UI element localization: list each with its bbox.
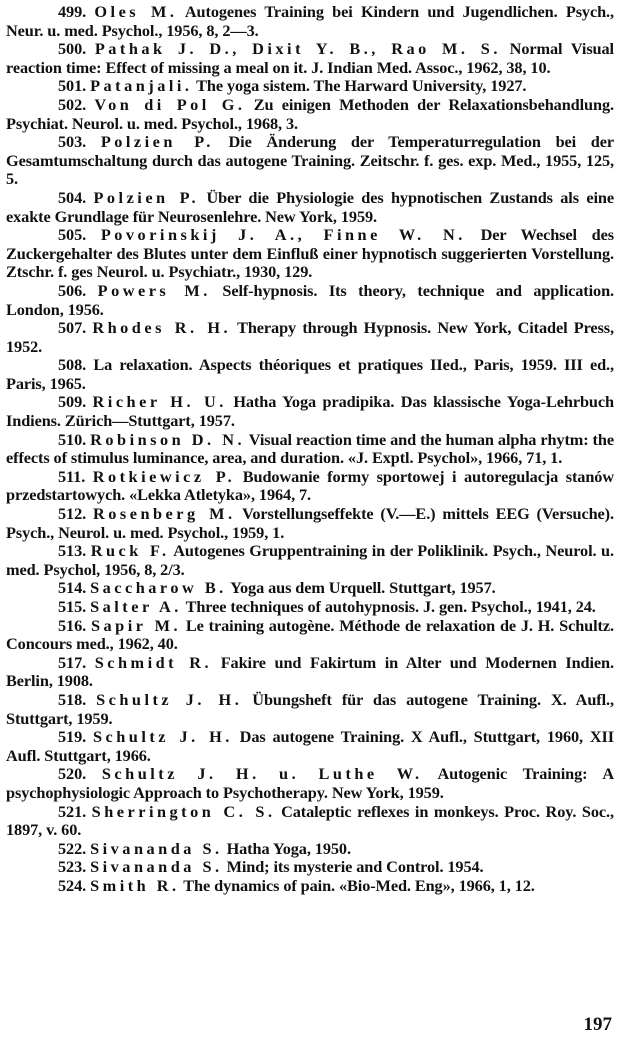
entry-number: 505. — [58, 225, 101, 245]
entry-author: Polzien P. — [100, 132, 214, 152]
entry-author: Rhodes R. H. — [92, 318, 232, 338]
bibliography-entry — [6, 765, 614, 802]
entry-text: Über die Physiologie des hypnotischen Zustands als eine exakte Grundlage für Neurosenlehre. New York, 1959. — [6, 187, 614, 226]
entry-number: 523. — [58, 857, 91, 877]
entry-text: Zu einigen Methoden der Relaxationsbehandlung. Psychiat. Neurol. u. med. Psychol., 1968, 3. — [6, 94, 614, 133]
entry-number: 500. — [58, 39, 95, 59]
entry-author: Schultz J. H. u. Luthe W. — [101, 764, 423, 784]
bibliography-entry — [6, 654, 614, 691]
entry-text: Mind; its mysterie and Control. 1954. — [226, 857, 484, 877]
bibliography-entry — [6, 840, 614, 859]
bibliography-entry — [6, 189, 614, 226]
bibliography-entry — [6, 505, 614, 542]
entry-text: Vorstellungseffekte (V.—E.) mittels EEG (Versuche). Psych., Neurol. u. med. Psychol., 1959, 1. — [6, 504, 614, 542]
entry-number: 513. — [58, 541, 91, 561]
entry-text: The dynamics of pain. «Bio-Med. Eng», 1966, 1, 12. — [183, 875, 535, 895]
entry-number: 508. — [58, 355, 94, 375]
bibliography-entry — [6, 393, 614, 430]
entry-text: Übungsheft für das autogene Training. X. Aufl., Stuttgart, 1959. — [6, 689, 614, 728]
entry-text: Cataleptic reflexes in monkeys. Proc. Roy. Soc., 1897, v. 60. — [6, 801, 614, 840]
bibliography-entry — [6, 356, 614, 393]
entry-author: Sherrington C. S. — [91, 801, 276, 821]
entry-author: Salter A. — [90, 597, 182, 616]
bibliography-entry — [6, 598, 614, 617]
entry-text: Le training autogène. Méthode de relaxation de J. H. Schultz. Concours med., 1962, 40. — [6, 615, 614, 654]
bibliography-entry — [6, 40, 614, 77]
entry-author: Robinson D. N. — [90, 429, 246, 449]
entry-author: Rosenberg M. — [92, 504, 236, 524]
entry-text: Yoga aus dem Urquell. Stuttgart, 1957. — [230, 578, 496, 598]
entry-number: 503. — [58, 132, 101, 152]
entry-author: Oles M. — [94, 2, 178, 21]
entry-number: 510. — [58, 429, 91, 449]
bibliography-entry — [6, 431, 614, 468]
entry-number: 507. — [58, 318, 93, 338]
entry-number: 518. — [58, 689, 97, 709]
entry-text: Self-hypnosis. Its theory, technique and application. London, 1956. — [6, 280, 614, 319]
bibliography-entry — [6, 877, 614, 896]
bibliography-entry — [6, 691, 614, 728]
bibliography-entry — [6, 803, 614, 840]
entry-number: 509. — [58, 392, 93, 412]
entry-text: Hatha Yoga, 1950. — [226, 838, 351, 858]
entry-number: 524. — [58, 875, 91, 895]
entry-text: Fakire und Fakirtum in Alter und Modernen Indien. Berlin, 1908. — [6, 652, 614, 691]
entry-number: 515. — [58, 597, 91, 616]
entry-author: Powers M. — [97, 280, 211, 300]
entry-author: Polzien P. — [93, 187, 200, 207]
entry-author: Rotkiewicz P. — [92, 466, 236, 486]
entry-number: 516. — [58, 615, 91, 635]
entry-text: Three techniques of autohypnosis. J. gen. Psychol., 1941, 24. — [185, 597, 596, 616]
entry-text: Budowanie formy sportowej i autoregulacja stanów przedstartowych. «Lekka Atletyka», 1964, 7. — [6, 466, 614, 505]
entry-author: Richer H. U. — [92, 392, 227, 412]
entry-author: Sivananda S. — [90, 857, 223, 877]
bibliography-entry — [6, 226, 614, 282]
entry-number: 501. — [58, 76, 91, 96]
entry-number: 502. — [58, 94, 95, 114]
bibliography-entry — [6, 282, 614, 319]
entry-author: Schultz J. H. — [92, 727, 233, 747]
bibliography-entry — [6, 3, 614, 40]
bibliography-entry — [6, 133, 614, 189]
entry-text: Autogenes Training bei Kindern und Jugendlichen. Psych., Neur. u. med. Psychol., 1956, 8, 2—3. — [6, 2, 614, 40]
entry-text: Autogenic Training: A psychophysiologic Approach to Psychotherapy. New York, 1959. — [6, 764, 614, 802]
entry-author: Schultz J. H. — [96, 689, 243, 709]
entry-text: Therapy through Hypnosis. New York, Citadel Press, 1952. — [6, 318, 614, 356]
bibliography-entry — [6, 542, 614, 579]
entry-author: Schmidt R. — [94, 652, 213, 672]
bibliography-page — [6, 3, 614, 896]
entry-number: 517. — [58, 652, 95, 672]
entry-number: 511. — [58, 466, 93, 486]
bibliography-entry — [6, 579, 614, 598]
entry-author: Von di Pol G. — [94, 94, 246, 114]
entry-text: Autogenes Gruppentraining in der Poliklinik. Psych., Neurol. u. med. Psychol, 1956, 8, 2/3. — [6, 541, 614, 579]
entry-author: Smith R. — [90, 875, 180, 895]
bibliography-entry — [6, 858, 614, 877]
entry-author: Patanjali. — [90, 76, 193, 96]
bibliography-entry — [6, 617, 614, 654]
entry-author: Povorinskij J. A., Finne W. N. — [100, 225, 466, 245]
entry-number: 504. — [58, 187, 94, 207]
entry-number: 520. — [58, 764, 102, 784]
bibliography-entry — [6, 728, 614, 765]
entry-number: 499. — [58, 2, 95, 21]
page-number: 197 — [583, 1014, 612, 1035]
entry-number: 521. — [58, 801, 92, 821]
entry-text: The yoga sistem. The Harward University, 1927. — [196, 76, 527, 96]
bibliography-entry — [6, 77, 614, 96]
entry-text: La relaxation. Aspects théoriques et pratiques IIed., Paris, 1959. III ed., Paris, 1965. — [6, 355, 614, 393]
entry-text: Der Wechsel des Zuckergehalter des Blutes unter dem Einfluß einer hypnotisch suggerierten Vorstellung. Ztschr. f. ges Neurol. u. Psychiatr., 1930, 129. — [6, 225, 614, 282]
entry-number: 506. — [58, 280, 98, 300]
entry-text: Normal Visual reaction time: Effect of missing a meal on it. J. Indian Med. Assoc., 1962, 38, 10. — [6, 39, 614, 77]
entry-author: Saccharow B. — [90, 578, 227, 598]
entry-number: 512. — [58, 504, 93, 524]
entry-author: Sivananda S. — [90, 838, 223, 858]
bibliography-entry — [6, 468, 614, 505]
entry-text: Die Änderung der Temperaturregulation bei der Gesamtumschaltung durch das autogene Training. Zeitschr. f. ges. exp. Med., 1955, 125, 5. — [6, 132, 614, 189]
entry-text: Hatha Yoga pradipika. Das klassische Yoga-Lehrbuch Indiens. Zürich—Stuttgart, 1957. — [6, 392, 614, 431]
entry-author: Ruck F. — [90, 541, 170, 561]
entry-author: Sapir M. — [90, 615, 182, 635]
entry-text: Visual reaction time and the human alpha rhytm: the effects of stimulus luminance, area, and duration. «J. Exptl. Psychol», 1966, 71, 1. — [6, 429, 614, 468]
entry-author: Pathak J. D., Dixit Y. B., Rao M. S. — [94, 39, 501, 59]
entry-text: Das autogene Training. X Aufl., Stuttgart, 1960, XII Aufl. Stuttgart, 1966. — [6, 727, 614, 765]
bibliography-entry — [6, 96, 614, 133]
entry-number: 514. — [58, 578, 91, 598]
bibliography-entry — [6, 319, 614, 356]
entry-number: 522. — [58, 838, 91, 858]
entry-number: 519. — [58, 727, 93, 747]
